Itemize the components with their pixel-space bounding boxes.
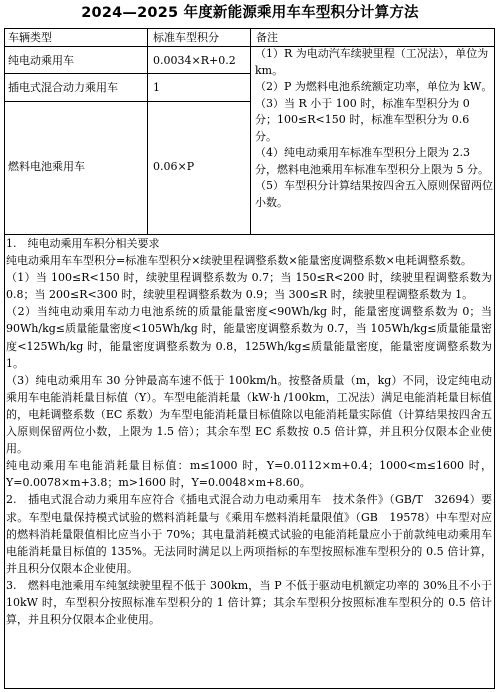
header-notes: 备注 [256,31,278,44]
row-phev-type: 插电式混合动力乘用车 [8,81,118,94]
row-phev-score: 1 [153,81,160,94]
note-item: （3）当 R 小于 100 时，标准车型积分为 0 分；100≤R<150 时，标准车型积分为 0.6 分。 [255,96,470,143]
paragraph: 2. 插电式混合动力乘用车应符合《插电式混合动力电动乘用车 技术条件》（GB/T 32694）要求。车型电量保持模式试验的燃料消耗量与《乘用车燃料消耗量限值》（GB 19578）中车型对应的燃料消耗量限值相比应当小于 70%；其电量消耗模式试验的电能消耗量应小于前款纯电动乘用车电能消耗量目标值的 135%。无法同时满足以上两项指标的车型按照标准车型积分的 0.5 倍计算，并且积分仅限本企业使用。 [6,493,492,575]
notes-cell [255,46,493,211]
header-standard-score: 标准车型积分 [153,31,219,44]
row-divider [4,73,251,74]
paragraph: （2）当纯电动乘用车动力电池系统的质量能量密度<90Wh/kg 时，能量密度调整系数为 0；当 90Wh/kg≤质量能量密度<105Wh/kg 时，能量密度调整系数为 0.7，当 105Wh/kg≤质量能量密度<125Wh/kg 时，能量密度调整系数为 0.8，125Wh/kg≤质量能量密度，能量密度调整系数为 1。 [6,305,492,370]
note-item: （2）P 为燃料电池系统额定功率，单位为 kW。 [255,80,493,93]
row-fcev-type: 燃料电池乘用车 [8,160,85,173]
row-bev-score: 0.0034×R+0.2 [153,54,236,67]
requirements-text [6,235,492,628]
row-bev-type: 纯电动乘用车 [8,54,74,67]
paragraph: 3. 燃料电池乘用车纯氢续驶里程不低于 300km，当 P 不低于驱动电机额定功率的 30%且不小于 10kW 时，车型积分按照标准车型积分的 1 倍计算；其余车型积分按照标准车型积分的 0.5 倍计算，并且积分仅限本企业使用。 [6,578,492,627]
paragraph: 纯电动乘用车车型积分=标准车型积分×续驶里程调整系数×能量密度调整系数×电耗调整系数。 [6,254,472,268]
paragraph: 纯电动乘用车电能消耗量目标值：m≤1000 时，Y=0.0112×m+0.4；1000<m≤1600 时，Y=0.0078×m+3.8；m>1600 时，Y=0.0048×m+8.60。 [6,459,492,490]
note-item: （5）车型积分计算结果按四舍五入原则保留两位小数。 [255,179,493,209]
row-divider [4,101,251,102]
note-item: （1）R 为电动汽车续驶里程（工况法），单位为 km。 [255,47,489,77]
section-heading: 1. 纯电动乘用车积分相关要求 [6,237,160,250]
column-divider [147,28,148,235]
paragraph: （3）纯电动乘用车 30 分钟最高车速不低于 100km/h。按整备质量（m，kg）不同，设定纯电动乘用车电能消耗量目标值（Y）。车型电能消耗量（kW·h /100km，工况法）满足电能消耗量目标值的，电耗调整系数（EC 系数）为车型电能消耗量目标值除以电能消耗量实际值（计算结果按四舍五入原则保留两位小数，上限为 1.5 倍）；其余车型 EC 系数按 0.5 倍计算，并且积分仅限本企业使用。 [6,373,492,456]
paragraph: （1）当 100≤R<150 时，续驶里程调整系数为 0.7；当 150≤R<200 时，续驶里程调整系数为 0.8；当 200≤R<300 时，续驶里程调整系数为 0.9；当 300≤R 时，续驶里程调整系数为 1。 [6,271,492,302]
note-item: （4）纯电动乘用车标准车型积分上限为 2.3 分，燃料电池乘用车标准车型积分上限为 5 分。 [255,146,489,176]
document-title: 2024—2025 年度新能源乘用车车型积分计算方法 [81,5,419,21]
header-vehicle-type: 车辆类型 [8,31,52,44]
row-fcev-score: 0.06×P [153,160,195,173]
row-divider [4,46,251,47]
column-divider [250,28,251,235]
